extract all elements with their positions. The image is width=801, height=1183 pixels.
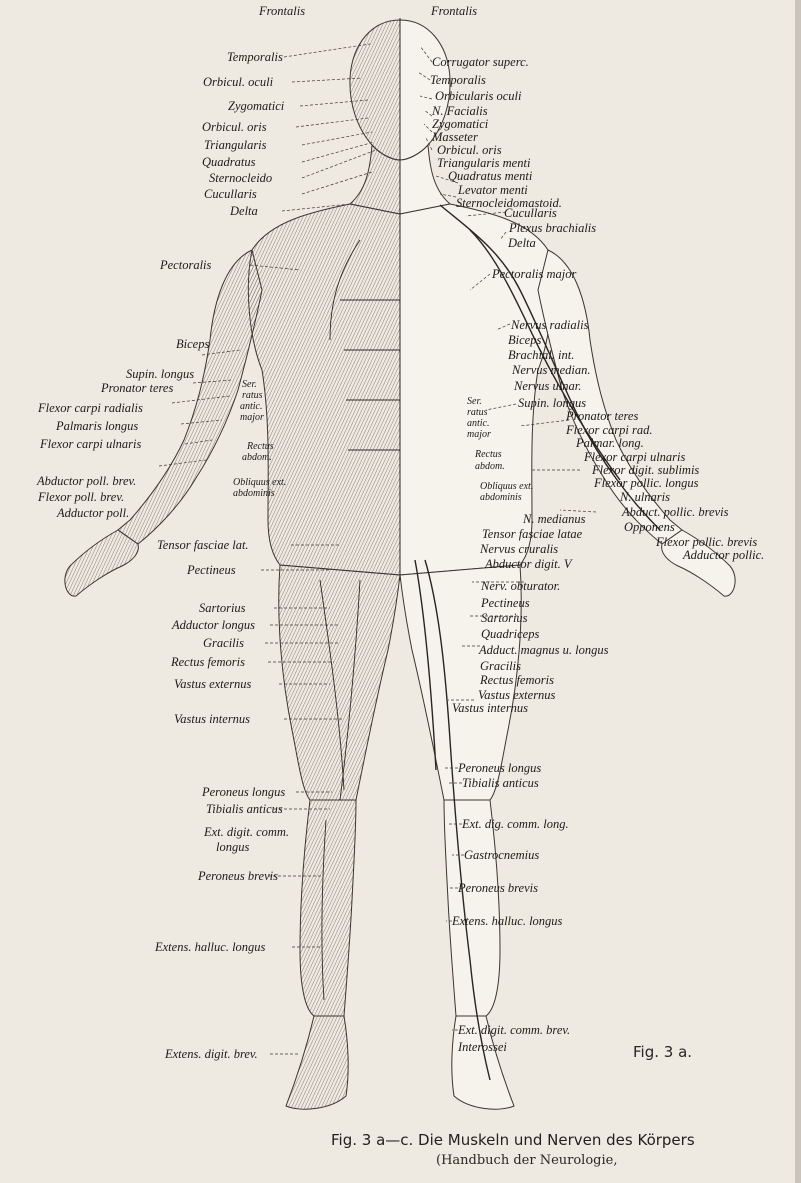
label-left-ext-digit-longus: longus [216,840,250,854]
label-left-adductor-poll: Adductor poll. [57,506,130,520]
thigh-muscles [279,565,400,800]
label-right-tensor-fasciae: Tensor fasciae latae [482,527,583,541]
label-right-tibialis-anticus: Tibialis anticus [462,776,539,790]
label-right-opponens: Opponens [624,520,675,534]
label-left-vastus-internus: Vastus internus [174,712,251,726]
label-left-triangularis: Triangularis [204,138,267,152]
hand-muscles [65,530,139,596]
label-left-ext-digit-comm: Ext. digit. comm. [204,825,290,839]
label-body-major-right: major [467,429,491,440]
label-right-peroneus-longus: Peroneus longus [458,761,542,775]
label-right-abduct-pollic-brevis: Abduct. pollic. brevis [622,505,729,519]
figure-caption-source: (Handbuch der Neurologie, [436,1153,618,1168]
label-left-abductor-poll-brev: Abductor poll. brev. [37,474,137,488]
label-right-sternocleidomastoid: Sternocleidomastoid. [456,196,562,210]
label-body-antic-left: antic. [240,401,263,412]
label-right-flexor-carpi-rad: Flexor carpi rad. [566,423,653,437]
label-right-gastrocnemius: Gastrocnemius [464,848,540,862]
label-right-levator-menti: Levator menti [458,183,528,197]
label-right-orbicularis-oculi: Orbicularis oculi [435,89,522,103]
label-right-extens-halluc: Extens. halluc. longus [452,914,563,928]
figure-caption: Fig. 3 a—c. Die Muskeln und Nerven des Körpers [331,1131,695,1149]
label-right-zygomatici: Zygomatici [432,117,489,131]
label-body-obliquus-right: Obliquus ext. [480,481,534,492]
label-right-biceps: Biceps [508,333,542,347]
label-right-flexor-carpi-ulnaris: Flexor carpi ulnaris [584,450,686,464]
label-right-flexor-digit-sublimis: Flexor digit. sublimis [592,463,700,477]
label-right-masseter: Masseter [432,130,478,144]
label-right-nervus-median: Nervus median. [512,363,591,377]
label-left-rectus-femoris: Rectus femoris [171,655,245,669]
label-right-quadriceps: Quadriceps [481,627,540,641]
label-left-quadratus: Quadratus [202,155,256,169]
label-body-rectus-right: Rectus [475,449,502,460]
label-left-flexor-poll-brev: Flexor poll. brev. [38,490,125,504]
label-body-ratus-right: ratus [467,407,488,418]
label-right-plexus-brachialis: Plexus brachialis [509,221,597,235]
label-right-adduct-magnus: Adduct. magnus u. longus [479,643,609,657]
page-edge [795,0,801,1183]
trunk-muscles [248,204,400,575]
label-left-frontalis: Frontalis [259,4,306,18]
label-body-abdom-left: abdom. [242,452,272,463]
label-right-n-medianus: N. medianus [523,512,586,526]
label-body-major-left: major [240,412,264,423]
label-left-delta: Delta [230,204,258,218]
label-right-nerv-obturator: Nerv. obturator. [481,579,561,593]
label-right-vastus-internus: Vastus internus [452,701,529,715]
label-left-palmaris-longus: Palmaris longus [56,419,139,433]
label-body-obliquus-left: Obliquus ext. [233,477,287,488]
label-left-flexor-carpi-radialis: Flexor carpi radialis [38,401,143,415]
head-muscles [350,20,400,160]
label-right-pectoralis-major: Pectoralis major [492,267,577,281]
label-right-rectus-femoris: Rectus femoris [480,673,554,687]
label-left-tensor-fasciae: Tensor fasciae lat. [157,538,249,552]
label-left-pectoralis: Pectoralis [160,258,212,272]
label-right-quadratus-menti: Quadratus menti [448,169,533,183]
label-right-nervus-ulnar: Nervus ulnar. [514,379,582,393]
label-right-orbicul-oris: Orbicul. oris [437,143,502,157]
label-left-adductor-longus: Adductor longus [172,618,255,632]
label-right-flexor-pollic-longus: Flexor pollic. longus [594,476,699,490]
label-left-orbicul-oculi: Orbicul. oculi [203,75,274,89]
label-left-extens-halluc: Extens. halluc. longus [155,940,266,954]
label-right-n-facialis: N. Facialis [432,104,488,118]
label-right-ext-dig-comm-long: Ext. dig. comm. long. [462,817,569,831]
label-left-sartorius: Sartorius [199,601,246,615]
label-right-n-ulnaris: N. ulnaris [620,490,671,504]
label-right-pronator-teres: Pronator teres [566,409,639,423]
label-right-delta: Delta [508,236,536,250]
label-left-pronator-teres: Pronator teres [101,381,174,395]
label-body-abdominis-right: abdominis [480,492,522,503]
label-right-pectineus: Pectineus [481,596,530,610]
label-right-supin-longus: Supin. longus [518,396,587,410]
label-left-orbicul-oris: Orbicul. oris [202,120,267,134]
label-left-peroneus-brevis: Peroneus brevis [198,869,278,883]
label-body-antic-right: antic. [467,418,490,429]
label-body-abdominis-left: abdominis [233,488,275,499]
label-right-abductor-digit-v: Abductor digit. V [485,557,572,571]
label-right-peroneus-brevis: Peroneus brevis [458,881,538,895]
label-body-abdom-right: abdom. [475,461,505,472]
foot-muscles [286,1016,348,1109]
label-right-frontalis: Frontalis [431,4,478,18]
label-right-sartorius: Sartorius [481,611,528,625]
label-left-supin-longus: Supin. longus [126,367,195,381]
label-body-ser-right: Ser. [467,396,482,407]
label-left-cucullaris: Cucullaris [204,187,257,201]
label-body-ratus-left: ratus [242,390,263,401]
label-left-temporalis: Temporalis [227,50,283,64]
label-right-ext-digit-comm-brev: Ext. digit. comm. brev. [458,1023,571,1037]
label-body-rectus-left: Rectus [247,441,274,452]
label-right-cucullaris: Cucullaris [504,206,557,220]
label-right-flexor-pollic-brevis: Flexor pollic. brevis [656,535,758,549]
label-left-vastus-externus: Vastus externus [174,677,252,691]
leg-muscles [300,800,356,1016]
label-left-zygomatici: Zygomatici [228,99,285,113]
label-right-corrugator: Corrugator superc. [432,55,529,69]
label-right-interossei: Interossei [458,1040,507,1054]
label-right-temporalis: Temporalis [430,73,486,87]
label-right-nervus-cruralis: Nervus cruralis [480,542,559,556]
label-right-gracilis: Gracilis [480,659,521,673]
label-right-vastus-externus: Vastus externus [478,688,556,702]
label-left-pectineus: Pectineus [187,563,236,577]
label-body-ser-left: Ser. [242,379,257,390]
label-left-sternocleido: Sternocleido [209,171,273,185]
label-right-triangularis-menti: Triangularis menti [437,156,531,170]
label-right-adductor-pollic: Adductor pollic. [683,548,765,562]
label-left-gracilis: Gracilis [203,636,244,650]
label-left-peroneus-longus: Peroneus longus [202,785,286,799]
label-left-biceps: Biceps [176,337,210,351]
label-left-flexor-carpi-ulnaris: Flexor carpi ulnaris [40,437,142,451]
label-left-tibialis-anticus: Tibialis anticus [206,802,283,816]
label-left-extens-digit-brev: Extens. digit. brev. [165,1047,258,1061]
label-right-palmar-long: Palmar. long. [576,436,644,450]
figure-tag: Fig. 3 a. [633,1043,693,1061]
label-right-nervus-radialis: Nervus radialis [511,318,589,332]
label-right-brachial-int: Brachial. int. [508,348,575,362]
